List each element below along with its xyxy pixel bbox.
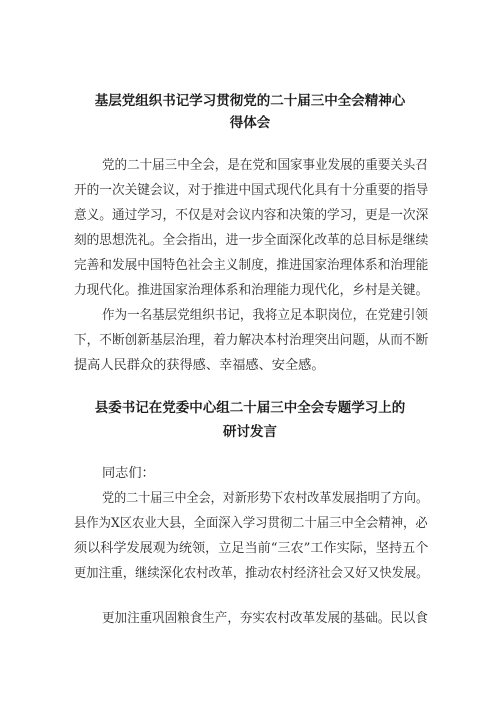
article2-paragraph-line: 县作为X区农业大县，全面深入学习贯彻二十届三中全会精神，必 xyxy=(74,516,428,531)
article2-paragraph-line: 党的二十届三中全会，对新形势下农村改革发展指明了方向。 xyxy=(102,491,429,506)
article1-paragraph-line: 力现代化。推进国家治理体系和治理能力现代化，乡村是关键。 xyxy=(74,283,429,298)
article2-paragraph-line: 须以科学发展观为统领，立足当前“三农”工作实际，坚持五个 xyxy=(74,541,429,556)
article2-salutation: 同志们： xyxy=(102,466,155,481)
article1-paragraph-line: 提高人民群众的获得感、幸福感、安全感。 xyxy=(74,358,325,373)
article1-title-line2: 得体会 xyxy=(229,115,271,131)
article1-paragraph-line: 作为一名基层党组织书记，我将立足本职岗位，在党建引领 xyxy=(102,308,428,323)
article2-title-line2: 研讨发言 xyxy=(223,424,277,440)
article1-paragraph-line: 刻的思想洗礼。全会指出，进一步全面深化改革的总目标是继续 xyxy=(74,233,429,248)
article2-paragraph-line: 更加注重巩固粮食生产，夯实农村改革发展的基础。民以食 xyxy=(102,611,428,626)
article1-title-line1: 基层党组织书记学习贯彻党的二十届三中全会精神心 xyxy=(94,93,406,109)
article1-paragraph-line: 开的一次关键会议，对于推进中国式现代化具有十分重要的指导 xyxy=(74,183,429,198)
article2-title-line1: 县委书记在党委中心组二十届三中全会专题学习上的 xyxy=(94,400,406,416)
article2-paragraph-line: 更加注重，继续深化农村改革，推动农村经济社会又好又快发展。 xyxy=(74,566,429,581)
article1-paragraph-line: 下，不断创新基层治理，着力解决本村治理突出问题，从而不断 xyxy=(74,333,429,348)
article1-paragraph-line: 党的二十届三中全会，是在党和国家事业发展的重要关头召 xyxy=(102,158,428,173)
article1-paragraph-line: 完善和发展中国特色社会主义制度，推进国家治理体系和治理能 xyxy=(74,258,429,273)
article1-paragraph-line: 意义。通过学习，不仅是对会议内容和决策的学习，更是一次深 xyxy=(74,208,429,223)
